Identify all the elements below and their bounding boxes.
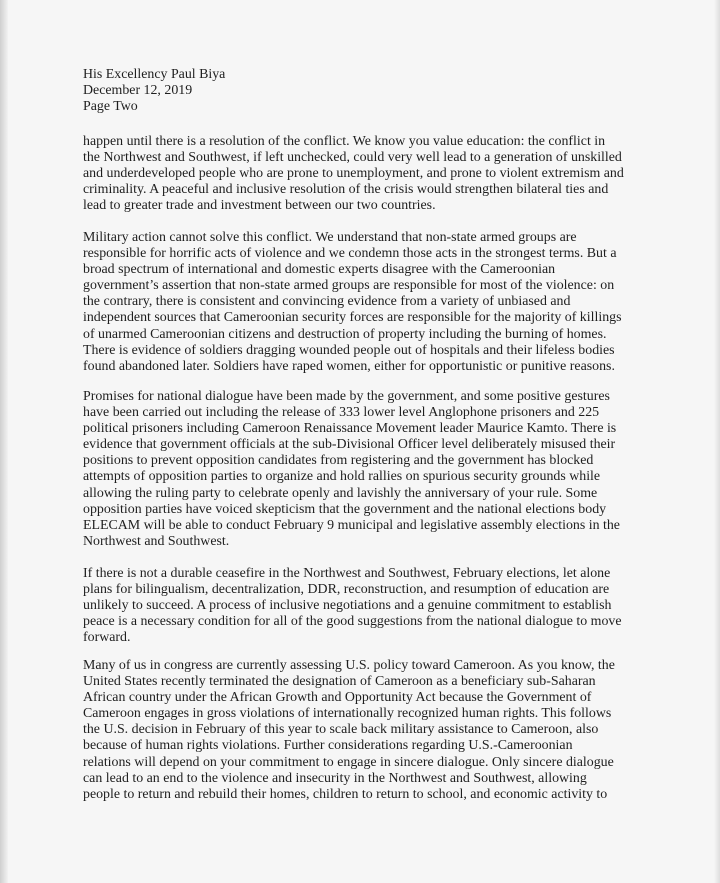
text-line: Military action cannot solve this conflict. We understand that non-state armed groups are xyxy=(83,230,577,245)
text-line: found abandoned later. Soldiers have raped women, either for opportunistic or punitive reasons. xyxy=(83,358,615,374)
text-line: because of human rights violations. Further considerations regarding U.S.-Cameroonian xyxy=(83,738,573,754)
text-line: Northwest and Southwest. xyxy=(83,533,230,549)
paragraph-1 xyxy=(83,134,624,214)
recipient: His Excellency Paul Biya xyxy=(83,67,226,82)
text-line: African country under the African Growth and Opportunity Act because the Government of xyxy=(83,690,592,706)
page-right-edge xyxy=(714,0,720,883)
text-line: evidence that government officials at the sub-Divisional Officer level deliberately misused their xyxy=(83,437,616,453)
text-line: broad spectrum of international and domestic experts disagree with the Cameroonian xyxy=(83,262,556,278)
page-label: Page Two xyxy=(83,99,138,115)
letter-header xyxy=(83,67,225,115)
text-line: attempts of opposition parties to organize and hold rallies on spurious security grounds while xyxy=(83,469,601,485)
text-line: allowing the ruling party to celebrate openly and lavishly the anniversary of your rule. Some xyxy=(83,485,598,501)
paragraph-3 xyxy=(83,389,620,550)
text-line: relations will depend on your commitment to engage in sincere dialogue. Only sincere dialogue xyxy=(83,754,614,770)
paragraph-2 xyxy=(83,230,622,375)
text-line: positions to prevent opposition candidates from registering and the government has blocked xyxy=(83,453,594,469)
text-line: There is evidence of soldiers dragging wounded people out of hospitals and their lifeless bodies xyxy=(83,342,615,358)
text-line: government’s assertion that non-state armed groups are responsible for most of the violence: on xyxy=(83,278,615,294)
letter-date: December 12, 2019 xyxy=(83,83,193,99)
text-line: peace is a necessary condition for all of the good suggestions from the national dialogue to move xyxy=(83,614,622,630)
paragraph-4 xyxy=(83,566,622,646)
text-line: the Northwest and Southwest, if left unchecked, could very well lead to a generation of unskilled xyxy=(83,150,622,166)
paragraph-5 xyxy=(83,658,615,803)
text-line: and underdeveloped people who are prone to unemployment, and prone to violent extremism and xyxy=(83,166,624,182)
text-line: political prisoners including Cameroon Renaissance Movement leader Maurice Kamto. There is xyxy=(83,421,617,437)
text-line: If there is not a durable ceasefire in the Northwest and Southwest, February elections, let alone xyxy=(83,566,611,581)
text-line: unlikely to succeed. A process of inclusive negotiations and a genuine commitment to establish xyxy=(83,598,612,614)
text-line: independent sources that Cameroonian security forces are responsible for the majority of killings xyxy=(83,310,622,326)
text-line: Cameroon engages in gross violations of internationally recognized human rights. This follows xyxy=(83,706,612,722)
text-line: lead to greater trade and investment between our two countries. xyxy=(83,198,436,214)
text-line: the U.S. decision in February of this year to scale back military assistance to Cameroon, also xyxy=(83,722,599,738)
text-line: opposition parties have voiced skepticism that the government and the national elections body xyxy=(83,501,607,517)
text-line: United States recently terminated the designation of Cameroon as a beneficiary sub-Saharan xyxy=(83,674,596,690)
text-line: have been carried out including the release of 333 lower level Anglophone prisoners and 225 xyxy=(83,405,600,421)
text-line: criminality. A peaceful and inclusive resolution of the crisis would strengthen bilateral ties and xyxy=(83,182,609,198)
text-line: ELECAM will be able to conduct February 9 municipal and legislative assembly elections in the xyxy=(83,517,620,533)
text-line: Many of us in congress are currently assessing U.S. policy toward Cameroon. As you know, the xyxy=(83,658,615,673)
text-line: happen until there is a resolution of the conflict. We know you value education: the conflict in xyxy=(83,134,606,149)
text-line: responsible for horrific acts of violence and we condemn those acts in the strongest terms. But a xyxy=(83,246,617,262)
text-line: of unarmed Cameroonian citizens and destruction of property including the burning of homes. xyxy=(83,326,607,342)
page-left-edge xyxy=(0,0,8,883)
text-line: Promises for national dialogue have been made by the government, and some positive gestures xyxy=(83,389,610,404)
text-line: people to return and rebuild their homes, children to return to school, and economic activity to xyxy=(83,786,608,802)
text-line: plans for bilingualism, decentralization, DDR, reconstruction, and resumption of education are xyxy=(83,582,610,598)
text-line: can lead to an end to the violence and insecurity in the Northwest and Southwest, allowing xyxy=(83,770,587,786)
text-line: forward. xyxy=(83,630,131,646)
text-line: the contrary, there is consistent and convincing evidence from a variety of unbiased and xyxy=(83,294,571,310)
